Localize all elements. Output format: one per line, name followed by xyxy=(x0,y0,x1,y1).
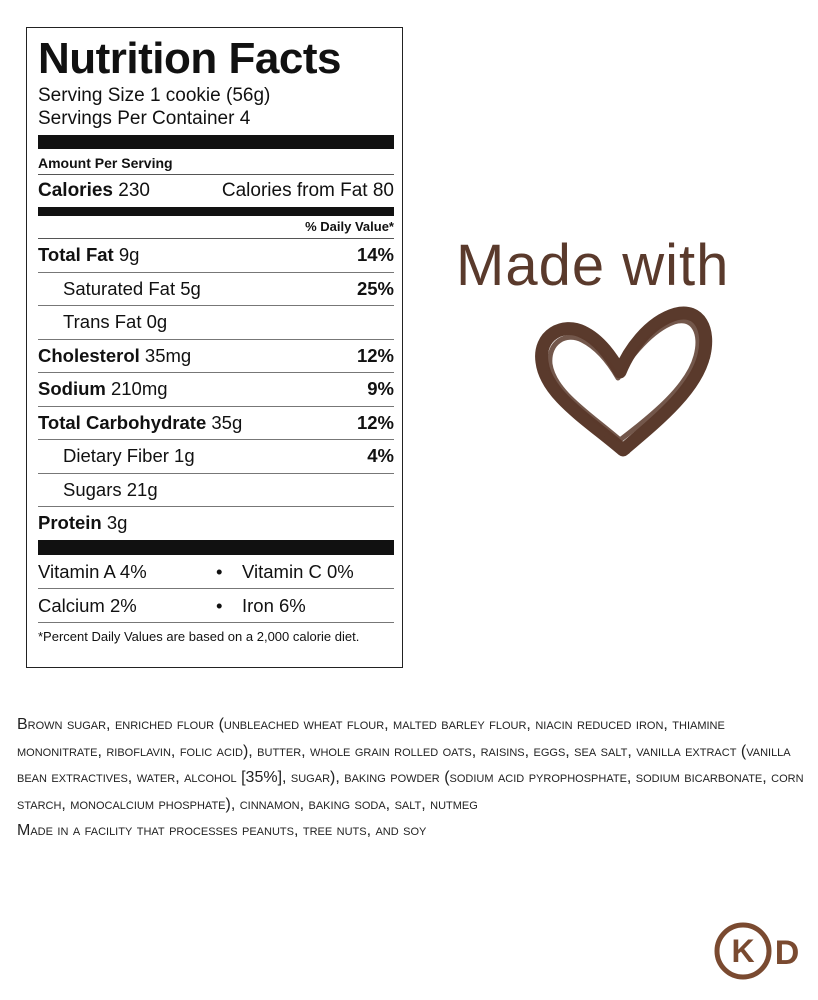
kosher-d-letter: D xyxy=(774,934,800,972)
nutrient-label: Protein xyxy=(38,512,102,533)
vitamin-bullet: • xyxy=(216,560,223,582)
vitamin-bullet: • xyxy=(216,594,223,616)
vitamin-left: Vitamin A 4% xyxy=(38,560,147,582)
nutrition-facts-panel xyxy=(26,27,403,668)
nutrient-row-protein xyxy=(38,507,394,540)
made-with-text: Made with xyxy=(456,233,730,298)
nutrient-amount: 35mg xyxy=(144,344,192,366)
nutrient-label: Total Fat xyxy=(38,244,114,265)
calories-label: Calories xyxy=(38,180,113,201)
serving-size: Serving Size 1 cookie (56g) xyxy=(38,85,271,106)
vitamin-left: Calcium 2% xyxy=(38,594,137,616)
nutrient-row-cholesterol xyxy=(38,340,394,374)
vitamin-row xyxy=(38,589,394,623)
nutrient-percent: 9% xyxy=(367,378,394,399)
nutrition-title: Nutrition Facts xyxy=(38,34,341,83)
nutrient-amount: 21g xyxy=(126,478,158,500)
calories-row xyxy=(38,175,394,207)
nutrient-amount: 3g xyxy=(106,512,128,533)
nutrient-label: Trans Fat xyxy=(63,311,142,332)
divider-medium xyxy=(38,207,394,216)
nutrient-label: Total Carbohydrate xyxy=(38,411,207,433)
nutrient-percent: 14% xyxy=(356,244,394,265)
nutrient-row-total-carbohydrate xyxy=(38,407,394,441)
nutrient-label-cell xyxy=(38,373,168,406)
nutrient-label: Cholesterol xyxy=(38,344,140,366)
nutrient-amount: 9g xyxy=(118,244,140,265)
allergen-statement: Made in a facility that processes peanuts, tree nuts, and soy xyxy=(17,822,427,839)
nutrient-amount: 35g xyxy=(211,411,243,433)
calories-value: 230 xyxy=(118,180,150,201)
nutrient-percent: 25% xyxy=(356,277,394,299)
nutrient-row-sugars xyxy=(38,474,394,508)
calories-cell xyxy=(38,175,150,207)
nutrient-label: Sugars xyxy=(63,478,122,500)
nutrient-label-cell xyxy=(38,273,201,306)
footnote: *Percent Daily Values are based on a 2,000 calorie diet. xyxy=(38,628,360,644)
nutrient-amount: 0g xyxy=(146,311,168,332)
nutrient-label: Dietary Fiber xyxy=(63,445,169,466)
nutrient-label-cell xyxy=(38,507,127,540)
nutrient-row-saturated-fat xyxy=(38,273,394,307)
nutrient-percent: 12% xyxy=(356,411,394,433)
nutrient-label-cell xyxy=(38,440,195,473)
amount-per-serving: Amount Per Serving xyxy=(38,149,394,175)
nutrient-label-cell xyxy=(38,239,139,272)
nutrient-label-cell xyxy=(38,474,158,507)
vitamin-row xyxy=(38,555,394,589)
servings-per-container: Servings Per Container 4 xyxy=(38,108,251,129)
kosher-k-letter: K xyxy=(731,933,755,969)
nutrient-label-cell xyxy=(38,340,191,373)
heart-icon xyxy=(528,300,713,460)
kosher-dairy-icon xyxy=(712,920,804,982)
vitamin-right: Iron 6% xyxy=(242,594,306,616)
daily-value-header: % Daily Value* xyxy=(38,216,394,239)
calories-from-fat: Calories from Fat 80 xyxy=(221,180,394,201)
ingredients-list: Brown sugar, enriched flour (unbleached wheat flour, malted barley flour, niacin reduced iron, thiamine mononitrate, riboflavin, folic acid), butter, whole grain rolled oats, raisins, eggs, sea salt, vanilla extract (vanilla bean extractives, water, alcohol [35%], sugar), baking powder (sodium acid pyrophosphate, sodium bicarbonate, corn starch, monocalcium phosphate), cinnamon, baking soda, salt, nutmeg xyxy=(17,716,804,813)
ingredients-section xyxy=(17,712,812,845)
nutrient-row-dietary-fiber xyxy=(38,440,394,474)
nutrient-row-total-fat xyxy=(38,239,394,273)
divider-thick xyxy=(38,135,394,149)
nutrient-label-cell xyxy=(38,407,242,440)
nutrient-percent: 12% xyxy=(356,344,394,366)
nutrient-amount: 1g xyxy=(174,445,195,466)
nutrient-row-trans-fat xyxy=(38,306,394,340)
nutrient-label: Saturated Fat xyxy=(63,277,176,299)
nutrient-label: Sodium xyxy=(38,378,106,399)
divider-thick-vitamins xyxy=(38,540,394,555)
nutrient-percent: 4% xyxy=(367,445,394,466)
nutrient-amount: 5g xyxy=(180,277,201,299)
vitamin-right: Vitamin C 0% xyxy=(242,560,354,582)
nutrient-label-cell xyxy=(38,306,167,339)
nutrient-amount: 210mg xyxy=(110,378,168,399)
nutrient-row-sodium xyxy=(38,373,394,407)
